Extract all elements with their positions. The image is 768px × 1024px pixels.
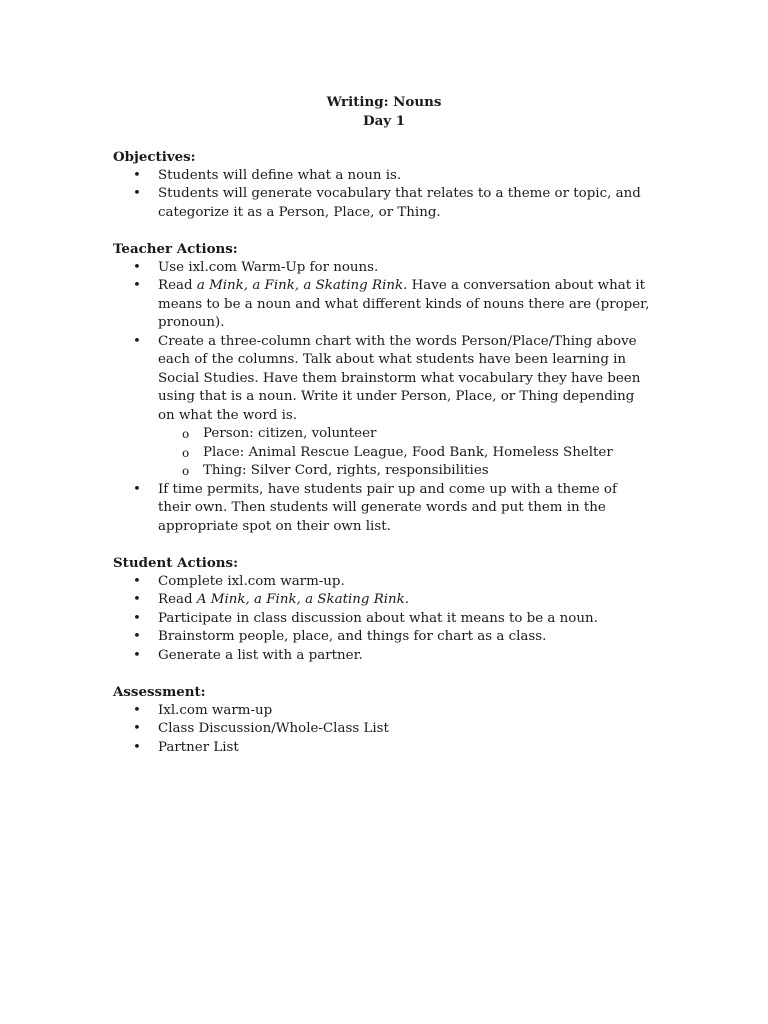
teacher-action-text: Use ixl.com Warm-Up for nouns.: [158, 259, 379, 275]
student-actions-section: [113, 554, 653, 665]
bullet-icon: •: [133, 721, 141, 736]
bullet-icon: •: [133, 702, 141, 718]
bullet-icon: •: [133, 259, 141, 275]
list-item: [113, 481, 653, 537]
objective-text: Students will define what a noun is.: [158, 167, 402, 183]
sub-list-item: [158, 444, 653, 463]
student-action-prefix: Read: [158, 592, 197, 607]
assessment-text: Ixl.com warm-up: [158, 702, 273, 718]
assessment-section: [113, 683, 653, 757]
assessment-text: Partner List: [158, 739, 239, 755]
teacher-actions-heading: Teacher Actions:: [113, 241, 238, 257]
example-text: Place: Animal Rescue League, Food Bank, Homeless Shelter: [203, 444, 613, 460]
sub-list-item: [158, 462, 653, 481]
objectives-heading: Objectives:: [113, 149, 196, 165]
bullet-icon: •: [133, 573, 141, 589]
list-item: [113, 702, 653, 721]
list-item: [113, 333, 653, 481]
list-item: [113, 720, 653, 739]
assessment-list: [113, 702, 653, 758]
list-item: [113, 610, 653, 629]
assessment-text: Class Discussion/Whole-Class List: [158, 721, 389, 736]
student-action-text: Generate a list with a partner.: [158, 647, 363, 663]
list-item: [113, 647, 653, 666]
list-item: [113, 573, 653, 592]
objectives-section: [113, 148, 653, 222]
bullet-icon: •: [133, 629, 141, 644]
bullet-icon: •: [133, 481, 141, 497]
bullet-icon: •: [133, 592, 141, 607]
list-item: [113, 185, 653, 222]
bullet-icon: •: [133, 167, 141, 183]
list-item: [113, 739, 653, 758]
list-item: [113, 591, 653, 610]
list-item: [113, 259, 653, 278]
book-title: a Mink, a Fink, a Skating Rink: [196, 278, 404, 293]
objectives-list: [113, 167, 653, 223]
teacher-action-text: If time permits, have students pair up and come up with a theme of their own. Then students will generate words and put them in the appropriate spot on their own list.: [158, 481, 617, 534]
bullet-icon: •: [133, 647, 141, 663]
chart-examples-list: [158, 425, 653, 481]
teacher-actions-section: [113, 240, 653, 536]
list-item: [113, 277, 653, 333]
student-actions-heading: Student Actions:: [113, 555, 239, 571]
bullet-icon: •: [133, 278, 141, 293]
page-title: Writing: Nouns: [326, 94, 442, 110]
list-item: [113, 167, 653, 186]
teacher-action-suffix: . Have a conversation about what it means to be a noun and what different kinds of nouns there are (proper, pronoun).: [158, 278, 650, 330]
teacher-action-prefix: Read: [158, 278, 197, 293]
objective-text: Students will generate vocabulary that relates to a theme or topic, and categorize it as a Person, Place, or Thing.: [158, 186, 641, 220]
circle-bullet-icon: o: [182, 427, 190, 441]
circle-bullet-icon: o: [182, 445, 190, 460]
assessment-heading: Assessment:: [113, 684, 206, 700]
circle-bullet-icon: o: [182, 464, 190, 478]
page-subtitle: Day 1: [362, 113, 406, 129]
teacher-actions-list: [113, 259, 653, 537]
example-text: Person: citizen, volunteer: [203, 426, 377, 441]
student-action-text: Complete ixl.com warm-up.: [158, 573, 345, 589]
teacher-action-text: Create a three-column chart with the words Person/Place/Thing above each of the columns. Talk about what students have been learning in Social Studies. Have them brainstorm what vocabulary they have been using that is a noun. Write it under Person, Place, or Thing depending on what the word is.: [158, 333, 641, 423]
bullet-icon: •: [133, 333, 141, 349]
student-actions-list: [113, 573, 653, 666]
student-action-text: Participate in class discussion about what it means to be a noun.: [158, 610, 598, 626]
title-block: [0, 93, 768, 131]
example-text: Thing: Silver Cord, rights, responsibilities: [203, 463, 489, 478]
bullet-icon: •: [133, 739, 141, 755]
sub-list-item: [158, 425, 653, 444]
lesson-content: [113, 148, 653, 775]
bullet-icon: •: [133, 186, 141, 201]
bullet-icon: •: [133, 610, 141, 626]
book-title: A Mink, a Fink, a Skating Rink.: [196, 592, 410, 607]
list-item: [113, 628, 653, 647]
student-action-text: Brainstorm people, place, and things for chart as a class.: [158, 629, 547, 644]
